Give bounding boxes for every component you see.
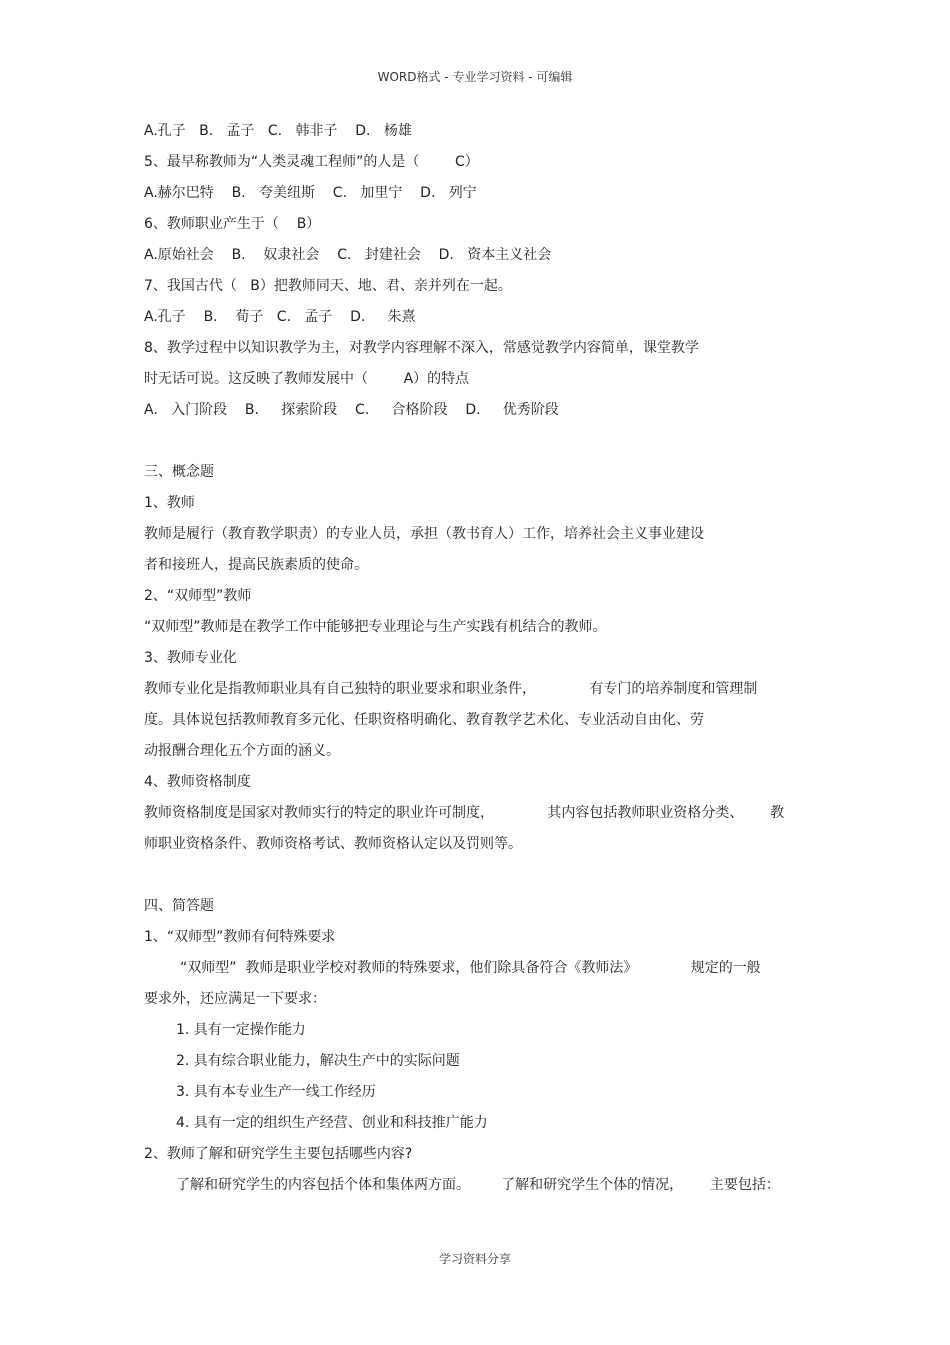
question-7: 7、我国古代（ B）把教师同天、地、君、亲并列在一起。 bbox=[144, 278, 512, 294]
document-body bbox=[144, 120, 824, 1205]
answer-1-item-3: 3. 具有本专业生产一线工作经历 bbox=[176, 1084, 376, 1100]
concept-3-title: 3、教师专业化 bbox=[144, 650, 237, 666]
question-7-options: A.孔子 B. 荀子 C. 孟子 D. 朱熹 bbox=[144, 309, 416, 325]
answer-1-text-line2: 要求外，还应满足一下要求： bbox=[144, 991, 326, 1007]
answer-2-text-line1: 了解和研究学生的内容包括个体和集体两方面。 了解和研究学生个体的情况， 主要包括： bbox=[176, 1177, 780, 1193]
question-8-line2: 时无话可说。这反映了教师发展中（ A）的特点 bbox=[144, 371, 470, 387]
question-8-line1: 8、教学过程中以知识教学为主，对教学内容理解不深入，常感觉教学内容简单，课堂教学 bbox=[144, 340, 699, 356]
concept-4-title: 4、教师资格制度 bbox=[144, 774, 251, 790]
spacer bbox=[144, 864, 824, 895]
question-8-options: A. 入门阶段 B. 探索阶段 C. 合格阶段 D. 优秀阶段 bbox=[144, 402, 559, 418]
concept-3-text-line3: 动报酬合理化五个方面的涵义。 bbox=[144, 743, 340, 759]
concept-1-text-line1: 教师是履行（教育教学职责）的专业人员，承担（教书育人）工作，培养社会主义事业建设 bbox=[144, 526, 704, 542]
answer-2-title: 2、教师了解和研究学生主要包括哪些内容? bbox=[144, 1146, 413, 1162]
page-header: WORD格式 - 专业学习资料 - 可编辑 bbox=[377, 70, 573, 84]
question-5: 5、最早称教师为“人类灵魂工程师”的人是（ C） bbox=[144, 154, 479, 170]
question-6-options: A.原始社会 B. 奴隶社会 C. 封建社会 D. 资本主义社会 bbox=[144, 247, 552, 263]
answer-1-item-1: 1. 具有一定操作能力 bbox=[176, 1022, 306, 1038]
page-footer: 学习资料分享 bbox=[438, 1252, 511, 1266]
concept-1-text-line2: 者和接班人，提高民族素质的使命。 bbox=[144, 557, 368, 573]
answer-1-item-4: 4. 具有一定的组织生产经营、创业和科技推广能力 bbox=[176, 1115, 488, 1131]
question-5-options: A.赫尔巴特 B. 夸美纽斯 C. 加里宁 D. 列宁 bbox=[144, 185, 477, 201]
answer-1-item-2: 2. 具有综合职业能力，解决生产中的实际问题 bbox=[176, 1053, 460, 1069]
concept-1-title: 1、教师 bbox=[144, 495, 195, 511]
question-4-options: A.孔子 B. 孟子 C. 韩非子 D. 杨雄 bbox=[144, 123, 412, 139]
spacer bbox=[144, 430, 824, 461]
question-6: 6、教师职业产生于（ B） bbox=[144, 216, 321, 232]
answer-1-title: 1、“双师型”教师有何特殊要求 bbox=[144, 929, 336, 945]
concept-2-title: 2、“双师型”教师 bbox=[144, 588, 252, 604]
concept-2-text: “双师型”教师是在教学工作中能够把专业理论与生产实践有机结合的教师。 bbox=[144, 619, 607, 635]
section-heading-concepts: 三、概念题 bbox=[144, 464, 214, 480]
concept-4-text-line1: 教师资格制度是国家对教师实行的特定的职业许可制度， 其内容包括教师职业资格分类、 教 bbox=[144, 805, 785, 821]
section-heading-short-answer: 四、简答题 bbox=[144, 898, 214, 914]
concept-3-text-line1: 教师专业化是指教师职业具有自己独特的职业要求和职业条件， 有专门的培养制度和管理制 bbox=[144, 681, 758, 697]
answer-1-text-line1: “双师型” 教师是职业学校对教师的特殊要求，他们除具备符合《教师法》 规定的一般 bbox=[180, 960, 761, 976]
concept-3-text-line2: 度。具体说包括教师教育多元化、任职资格明确化、教育教学艺术化、专业活动自由化、劳 bbox=[144, 712, 704, 728]
concept-4-text-line2: 师职业资格条件、教师资格考试、教师资格认定以及罚则等。 bbox=[144, 836, 522, 852]
